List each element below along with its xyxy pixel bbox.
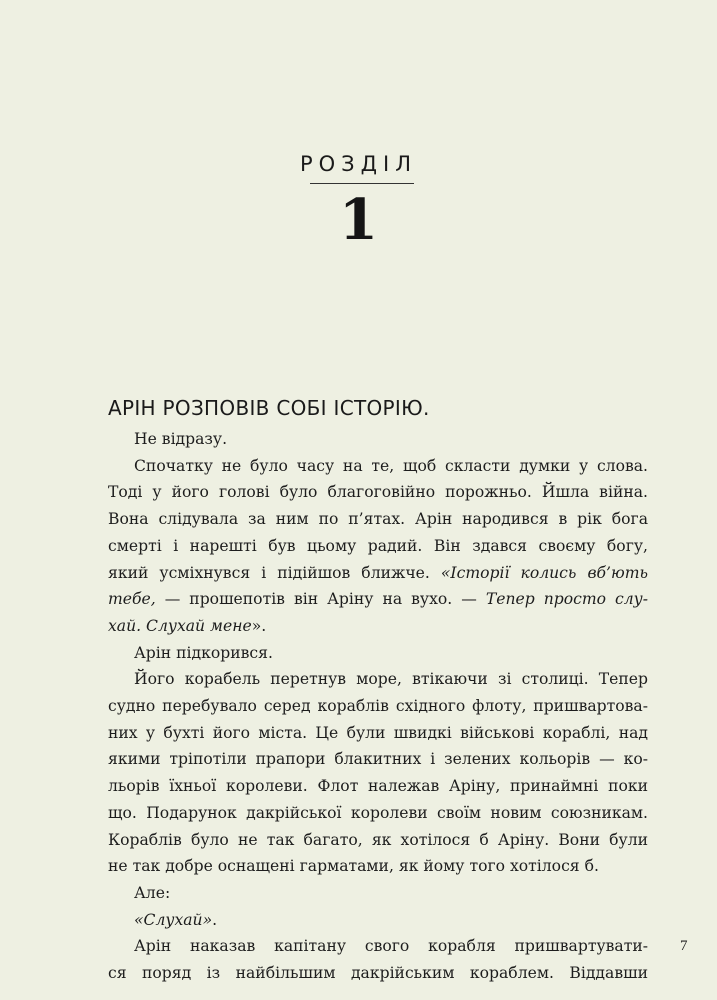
text-segment: який усміхнувся і підійшов ближче. [108, 563, 441, 582]
text-segment: них у бухті його міста. Це були швидкі військові кораблі, над [108, 723, 648, 742]
text-segment: — прошепотів він Аріну на вухо. — [155, 590, 486, 609]
text-segment: ». [251, 616, 267, 635]
italic-text-segment: тебе, [108, 590, 156, 609]
text-segment: смерті і нарешті був цьому радий. Він здався своєму богу, [108, 536, 648, 555]
text-segment: що. Подарунок дакрійської королеви своїм новим союзникам. [108, 803, 648, 822]
text-line [108, 853, 648, 880]
chapter-number: 1 [339, 187, 378, 253]
italic-text-segment: «Історії колись вб’ють [440, 563, 648, 582]
italic-text-segment: хай. Слухай мене [108, 616, 252, 635]
text-line [108, 827, 648, 854]
chapter-label: РОЗДІЛ [299, 152, 418, 176]
text-segment: льорів їхньої королеви. Флот належав Аріну, принаймні поки [108, 777, 648, 796]
text-line [108, 453, 648, 480]
text-line [108, 640, 648, 667]
text-line [108, 560, 648, 587]
text-segment: Вона слідувала за ним по п’ятах. Арін народився в рік бога [108, 510, 648, 529]
text-line [108, 426, 648, 453]
text-line [108, 773, 648, 800]
text-segment: не так добре оснащені гарматами, як йому того хотілося б. [108, 857, 599, 876]
text-segment: Тоді у його голові було благоговійно порожньо. Йшла війна. [108, 483, 648, 502]
italic-text-segment: Тепер просто слу- [485, 590, 648, 609]
text-segment: Кораблів було не так багато, як хотілося б Аріну. Вони були [108, 830, 648, 849]
text-line [108, 586, 648, 613]
chapter-divider [310, 183, 414, 184]
text-line [108, 533, 648, 560]
body-text [108, 426, 648, 987]
page-number: 7 [680, 938, 688, 954]
text-line [108, 666, 648, 693]
text-segment: Арін підкорився. [134, 643, 273, 662]
text-segment: Його корабель перетнув море, втікаючи зі столиці. Тепер [134, 670, 648, 689]
text-line [108, 720, 648, 747]
text-line [108, 506, 648, 533]
text-segment: ся поряд із найбільшим дакрійським кораблем. Віддавши [108, 964, 648, 983]
text-segment: Не відразу. [134, 430, 228, 448]
text-segment: . [212, 910, 218, 929]
text-segment: Спочатку не було часу на те, щоб скласти думки у слова. [134, 456, 648, 475]
text-line [108, 693, 648, 720]
italic-text-segment: «Слухай» [134, 910, 213, 929]
opening-line: АРІН РОЗПОВІВ СОБІ ІСТОРІЮ. [108, 396, 430, 420]
text-line [108, 907, 648, 934]
text-line [108, 613, 648, 640]
text-line [108, 479, 648, 506]
text-line [108, 880, 648, 907]
text-segment: якими тріпотіли прапори блакитних і зелених кольорів — ко- [108, 750, 648, 769]
text-segment: Але: [134, 883, 171, 902]
text-line [108, 800, 648, 827]
text-segment: Арін наказав капітану свого корабля пришвартувати- [134, 937, 648, 956]
text-line [108, 746, 648, 773]
text-line [108, 960, 648, 987]
text-line [108, 933, 648, 960]
text-segment: судно перебувало серед кораблів східного флоту, пришвартова- [108, 697, 648, 716]
